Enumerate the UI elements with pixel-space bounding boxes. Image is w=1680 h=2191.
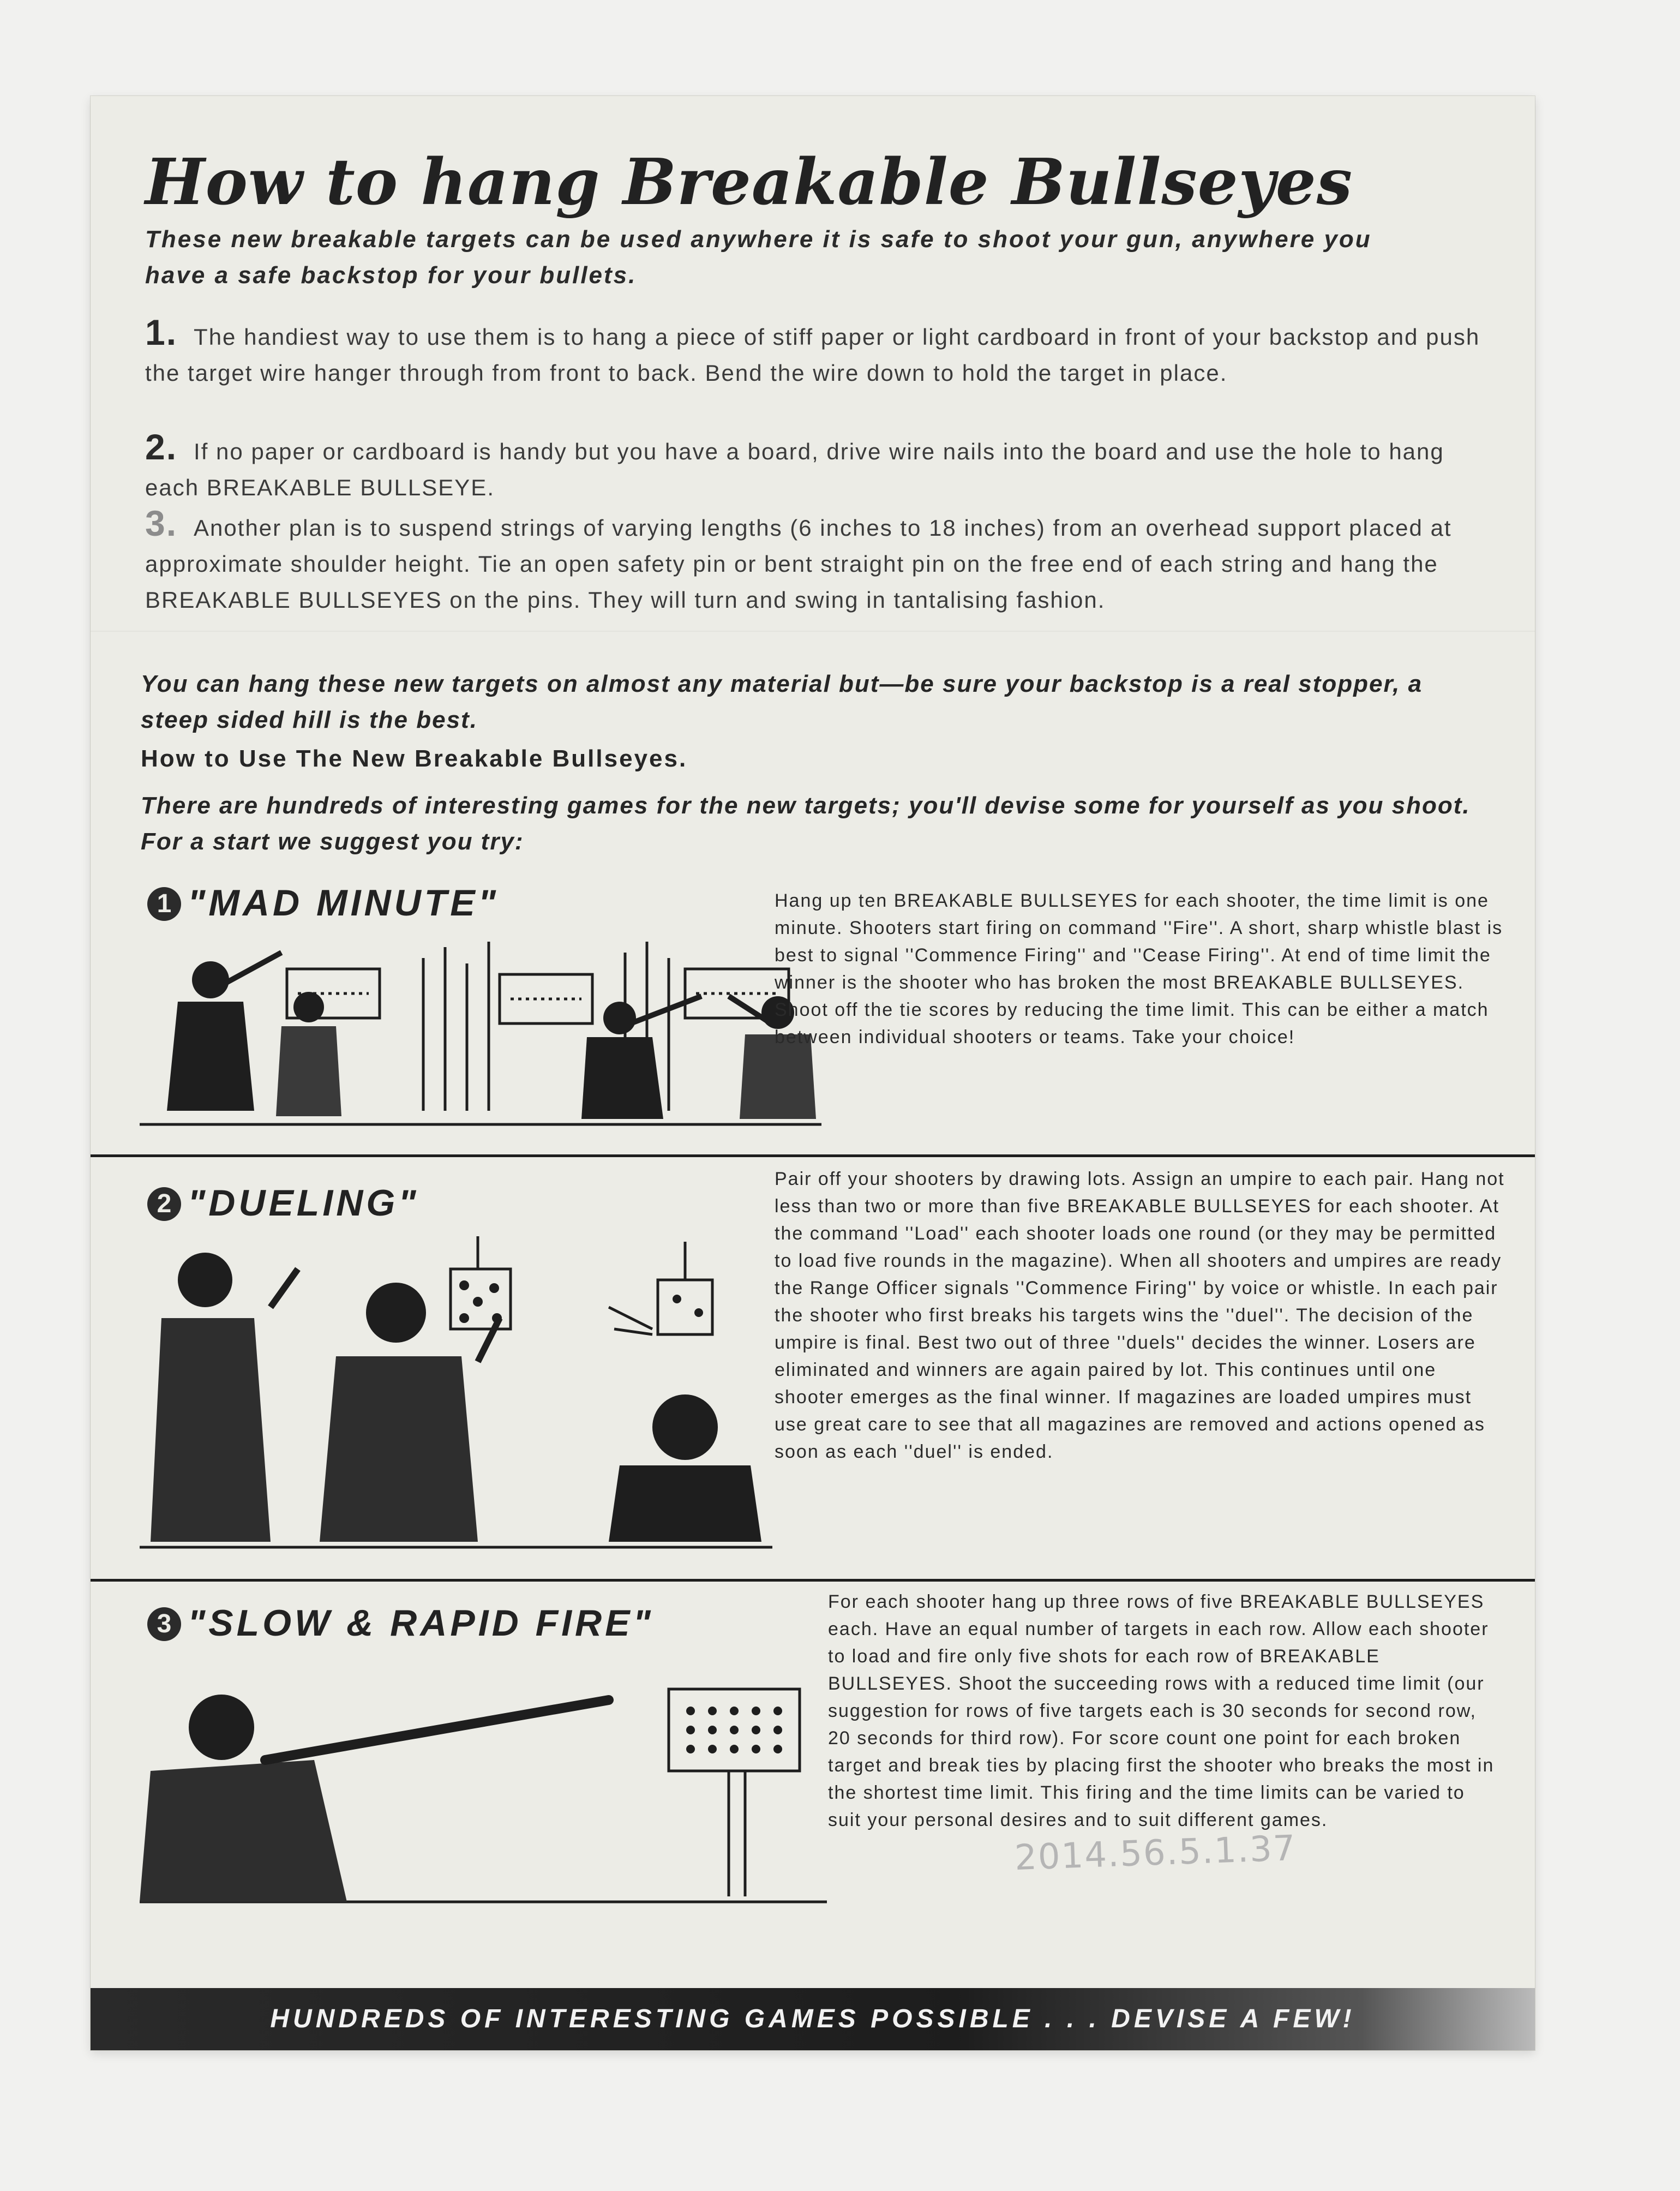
step-1-text: The handiest way to use them is to hang a piece of stiff paper or light cardboard in front of your backstop and push the target wire hanger through from front to back. Bend the wire down to hold the target in place. xyxy=(145,324,1480,386)
step-2 xyxy=(145,429,1487,506)
game-1-number-badge: 1 xyxy=(147,887,181,921)
use-heading: How to Use The New Breakable Bullseyes. xyxy=(141,745,688,772)
game-2-description: Pair off your shooters by drawing lots. Assign an umpire to each pair. Hang not less than two or more than five BREAKABLE BULLSEYES for each shooter. At the command ''Load'' each shooter loads one round (or they may be permitted to load five rounds in the magazine). When all shooters and umpires are ready the Range Officer signals ''Commence Firing'' by voice or whistle. In each pair the shooter who first breaks his targets wins the ''duel''. The decision of the umpire is final. Best two out of three ''duels'' decides the winner. Losers are eliminated and winners are again paired by lot. This continues until one shooter emerges as the final winner. If magazines are loaded umpires must use great care to see that all magazines are removed and actions opened as soon as each ''duel'' is ended. xyxy=(775,1169,1505,1462)
step-3 xyxy=(145,505,1487,618)
game-2-title-text: "DUELING" xyxy=(188,1182,419,1224)
step-3-number: 3. xyxy=(145,503,178,543)
backstop-note: You can hang these new targets on almost any material but—be sure your backstop is a real stopper, a steep sided hill is the best. xyxy=(141,671,1423,733)
mad-minute-illustration xyxy=(140,931,821,1133)
instruction-sheet xyxy=(91,96,1535,2050)
game-1-description: Hang up ten BREAKABLE BULLSEYES for each shooter, the time limit is one minute. Shooters start firing on command ''Fire''. A short, sharp whistle blast is best to signal ''Commence Firing'' and ''Cease Firing''. At end of time limit the winner is the shooter who has broken the most BREAKABLE BULLSEYES. Shoot off the tie scores by reducing the time limit. This can be either a match between individual shooters or teams. Take your choice! xyxy=(775,890,1503,1047)
page-title: How to hang Breakable Bullseyes xyxy=(145,145,1353,219)
section-divider-1 xyxy=(91,1154,1535,1157)
paper-fold xyxy=(91,631,1535,632)
game-3-number-badge: 3 xyxy=(147,1607,181,1641)
accession-number: 2014.56.5.1.37 xyxy=(1013,1828,1297,1878)
game-3-title xyxy=(147,1602,654,1644)
game-3-description: For each shooter hang up three rows of five BREAKABLE BULLSEYES each. Have an equal number of targets in each row. Allow each shooter to load and fire only five shots for each row of BREAKABLE BULLSEYES. Shoot the succeeding rows with a reduced time limit (our suggestion for rows of five targets each is 30 seconds for second row, 20 seconds for third row). For score count one point for each broken target and break ties by placing first the shooter who breaks the most in the shortest time limit. This firing and the time limits can be varied to suit your personal desires and to suit different games. xyxy=(828,1591,1495,1830)
game-1-title-text: "MAD MINUTE" xyxy=(188,882,499,924)
game-1-title xyxy=(147,882,499,924)
game-2-number-badge: 2 xyxy=(147,1187,181,1221)
step-1-number: 1. xyxy=(145,312,178,352)
dueling-illustration xyxy=(140,1236,772,1553)
game-2-title xyxy=(147,1182,419,1224)
games-intro: There are hundreds of interesting games for the new targets; you'll devise some for yourself as you shoot. For a start we suggest you try: xyxy=(141,792,1471,855)
step-1 xyxy=(145,314,1487,391)
section-divider-2 xyxy=(91,1579,1535,1582)
step-2-text: If no paper or cardboard is handy but you have a board, drive wire nails into the board and use the hole to hang each BREAKABLE BULLSEYE. xyxy=(145,439,1444,500)
game-3-title-text: "SLOW & RAPID FIRE" xyxy=(188,1602,654,1644)
slow-rapid-fire-illustration xyxy=(140,1667,827,1907)
footer-banner: HUNDREDS OF INTERESTING GAMES POSSIBLE . . . DEVISE A FEW! xyxy=(91,1988,1535,2050)
step-2-number: 2. xyxy=(145,427,178,467)
intro-paragraph: These new breakable targets can be used anywhere it is safe to shoot your gun, anywhere you have a safe backstop for your bullets. xyxy=(145,226,1372,289)
step-3-text: Another plan is to suspend strings of varying lengths (6 inches to 18 inches) from an overhead support placed at approximate shoulder height. Tie an open safety pin or bent straight pin on the free end of each string and hang the BREAKABLE BULLSEYES on the pins. They will turn and swing in tantalising fashion. xyxy=(145,515,1452,613)
